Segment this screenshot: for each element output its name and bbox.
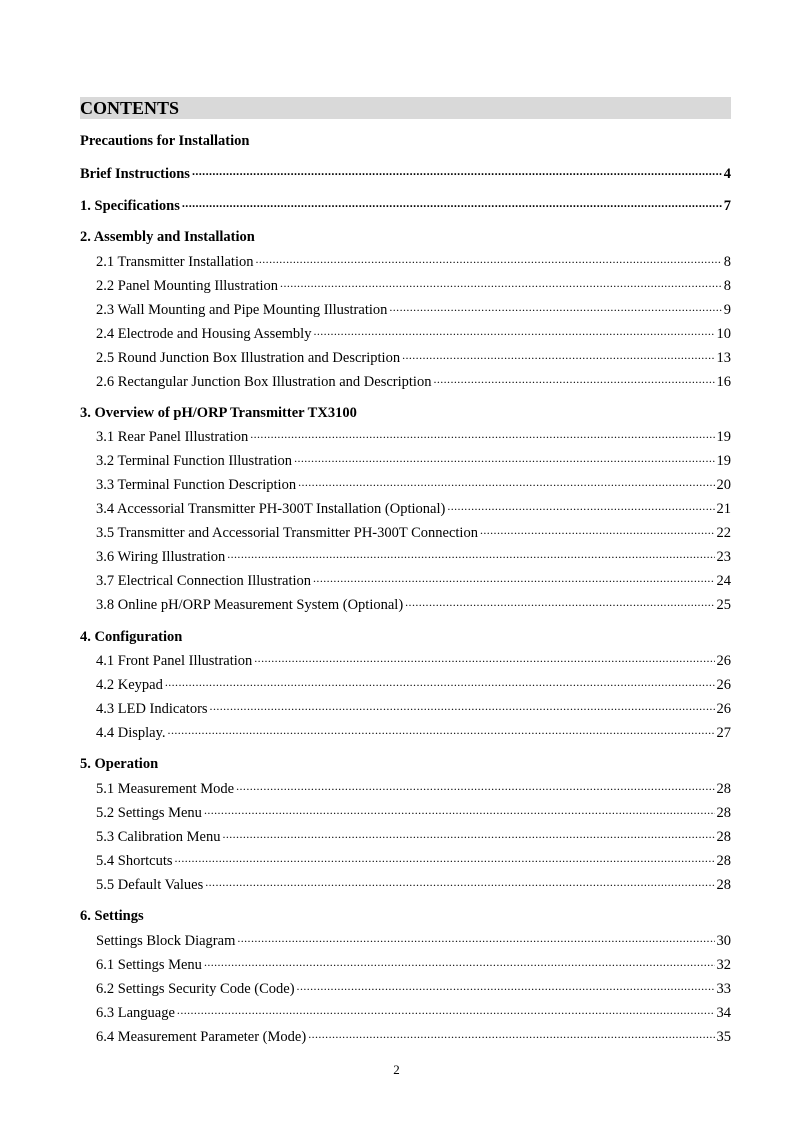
toc-entry-page: 23 — [716, 549, 731, 565]
toc-entry-label: 6.3 Language — [96, 1005, 175, 1021]
dot-leader — [192, 164, 722, 178]
toc-entry-page: 13 — [716, 350, 731, 366]
toc-entry-page: 24 — [716, 573, 731, 589]
dot-leader — [210, 699, 715, 713]
dot-leader — [308, 1027, 714, 1041]
toc-entry-page: 25 — [716, 597, 731, 613]
section-title-assembly: 2. Assembly and Installation — [80, 229, 255, 245]
toc-entry[interactable] — [96, 851, 731, 870]
toc-entry[interactable] — [96, 803, 731, 822]
toc-entry[interactable] — [96, 651, 731, 670]
toc-entry-page: 22 — [716, 525, 731, 541]
dot-leader — [389, 300, 721, 314]
dot-leader — [227, 547, 714, 561]
toc-entry-label: 5.4 Shortcuts — [96, 853, 173, 869]
toc-entry-page: 26 — [716, 701, 731, 717]
toc-entry-brief-instructions[interactable] — [80, 164, 731, 183]
toc-entry-label: 5.1 Measurement Mode — [96, 781, 235, 797]
toc-entry-label: 6.1 Settings Menu — [96, 957, 202, 973]
toc-entry-page: 33 — [716, 981, 731, 997]
toc-entry-label: 3.8 Online pH/ORP Measurement System (Optional) — [96, 597, 404, 613]
toc-entry[interactable] — [96, 451, 731, 470]
toc-entry-label: 5.2 Settings Menu — [96, 805, 202, 821]
toc-entry-label: 3.5 Transmitter and Accessorial Transmitter PH-300T Connection — [96, 525, 478, 541]
toc-entry[interactable] — [96, 372, 731, 391]
dot-leader — [204, 803, 715, 817]
toc-entry-specifications[interactable] — [80, 196, 731, 215]
toc-entry-label: 3.2 Terminal Function Illustration — [96, 453, 293, 469]
toc-entry-page: 26 — [716, 653, 731, 669]
toc-entry-page: 26 — [716, 677, 731, 693]
dot-leader — [175, 851, 715, 865]
section-title-operation: 5. Operation — [80, 756, 159, 772]
toc-entry-page: 21 — [716, 501, 731, 517]
toc-entry[interactable] — [96, 499, 731, 518]
dot-leader — [165, 675, 715, 689]
toc-entry-label: 5.3 Calibration Menu — [96, 829, 221, 845]
dot-leader — [313, 571, 714, 585]
toc-entry-page: 28 — [716, 781, 731, 797]
toc-entry[interactable] — [96, 300, 731, 319]
dot-leader — [254, 651, 714, 665]
toc-entry[interactable] — [96, 348, 731, 367]
dot-leader — [222, 827, 714, 841]
contents-heading-bar — [80, 97, 731, 119]
dot-leader — [297, 979, 715, 993]
dot-leader — [255, 252, 721, 266]
toc-entry-page: 28 — [716, 877, 731, 893]
section-title-configuration: 4. Configuration — [80, 629, 183, 645]
toc-entry-page: 19 — [716, 429, 731, 445]
toc-entry[interactable] — [96, 827, 731, 846]
toc-entry-label: 2.6 Rectangular Junction Box Illustration and Description — [96, 374, 432, 390]
dot-leader — [480, 523, 715, 537]
page-number: 2 — [393, 1062, 400, 1077]
toc-entry-page: 19 — [716, 453, 731, 469]
toc-entry-page: 28 — [716, 829, 731, 845]
dot-leader — [298, 475, 714, 489]
toc-entry-page: 9 — [723, 302, 731, 318]
toc-entry[interactable] — [96, 931, 731, 950]
toc-entry-page: 8 — [723, 254, 731, 270]
toc-entry[interactable] — [96, 595, 731, 614]
dot-leader — [294, 451, 714, 465]
toc-entry-label: 2.1 Transmitter Installation — [96, 254, 254, 270]
toc-entry[interactable] — [96, 324, 731, 343]
toc-entry-label: 3.1 Rear Panel Illustration — [96, 429, 249, 445]
toc-entry-label: Brief Instructions — [80, 166, 190, 182]
toc-entry[interactable] — [96, 523, 731, 542]
toc-entry[interactable] — [96, 1003, 731, 1022]
toc-entry-label: 1. Specifications — [80, 198, 180, 214]
dot-leader — [204, 955, 715, 969]
dot-leader — [182, 196, 722, 210]
toc-entry-label: 4.2 Keypad — [96, 677, 163, 693]
toc-entry[interactable] — [96, 699, 731, 718]
toc-entry[interactable] — [96, 979, 731, 998]
precautions-title: Precautions for Installation — [80, 133, 250, 149]
toc-entry-page: 28 — [716, 805, 731, 821]
section-title-overview: 3. Overview of pH/ORP Transmitter TX3100 — [80, 405, 357, 421]
dot-leader — [237, 931, 714, 945]
toc-entry-page: 4 — [723, 166, 731, 182]
toc-entry[interactable] — [96, 675, 731, 694]
dot-leader — [280, 276, 722, 290]
dot-leader — [250, 427, 714, 441]
toc-entry-label: 3.7 Electrical Connection Illustration — [96, 573, 312, 589]
toc-entry-label: 5.5 Default Values — [96, 877, 204, 893]
toc-entry-page: 35 — [716, 1029, 731, 1045]
dot-leader — [405, 595, 714, 609]
toc-entry-page: 20 — [716, 477, 731, 493]
toc-entry-page: 32 — [716, 957, 731, 973]
dot-leader — [168, 723, 715, 737]
toc-entry-label: 2.5 Round Junction Box Illustration and Description — [96, 350, 401, 366]
toc-entry-page: 30 — [716, 933, 731, 949]
dot-leader — [402, 348, 714, 362]
section-title-settings: 6. Settings — [80, 908, 144, 924]
toc-entry-page: 28 — [716, 853, 731, 869]
toc-entry[interactable] — [96, 252, 731, 271]
toc-entry-page: 8 — [723, 278, 731, 294]
dot-leader — [433, 372, 714, 386]
dot-leader — [447, 499, 714, 513]
toc-entry[interactable] — [96, 547, 731, 566]
toc-entry-label: 6.2 Settings Security Code (Code) — [96, 981, 295, 997]
toc-entry-page: 34 — [716, 1005, 731, 1021]
toc-entry[interactable] — [96, 475, 731, 494]
toc-entry-label: 2.2 Panel Mounting Illustration — [96, 278, 279, 294]
toc-entry-label: 6.4 Measurement Parameter (Mode) — [96, 1029, 307, 1045]
toc-entry-label: 4.3 LED Indicators — [96, 701, 208, 717]
dot-leader — [177, 1003, 715, 1017]
toc-entry[interactable] — [96, 723, 731, 742]
toc-entry-page: 16 — [716, 374, 731, 390]
toc-entry-label: Settings Block Diagram — [96, 933, 236, 949]
toc-entry[interactable] — [96, 571, 731, 590]
toc-entry-page: 10 — [716, 326, 731, 342]
toc-entry-label: 2.3 Wall Mounting and Pipe Mounting Illustration — [96, 302, 388, 318]
toc-entry-page: 7 — [723, 198, 731, 214]
toc-entry[interactable] — [96, 427, 731, 446]
toc-entry[interactable] — [96, 875, 731, 894]
toc-entry-label: 3.3 Terminal Function Description — [96, 477, 297, 493]
toc-entry-label: 3.6 Wiring Illustration — [96, 549, 226, 565]
dot-leader — [313, 324, 714, 338]
toc-entry-label: 3.4 Accessorial Transmitter PH-300T Installation (Optional) — [96, 501, 446, 517]
toc-entry-page: 27 — [716, 725, 731, 741]
toc-entry[interactable] — [96, 1027, 731, 1046]
dot-leader — [236, 779, 714, 793]
toc-entry[interactable] — [96, 779, 731, 798]
toc-entry-label: 4.4 Display. — [96, 725, 166, 741]
toc-entry-label: 2.4 Electrode and Housing Assembly — [96, 326, 312, 342]
toc-entry-label: 4.1 Front Panel Illustration — [96, 653, 253, 669]
contents-heading: CONTENTS — [80, 98, 180, 118]
dot-leader — [205, 875, 714, 889]
toc-entry[interactable] — [96, 955, 731, 974]
toc-entry[interactable] — [96, 276, 731, 295]
